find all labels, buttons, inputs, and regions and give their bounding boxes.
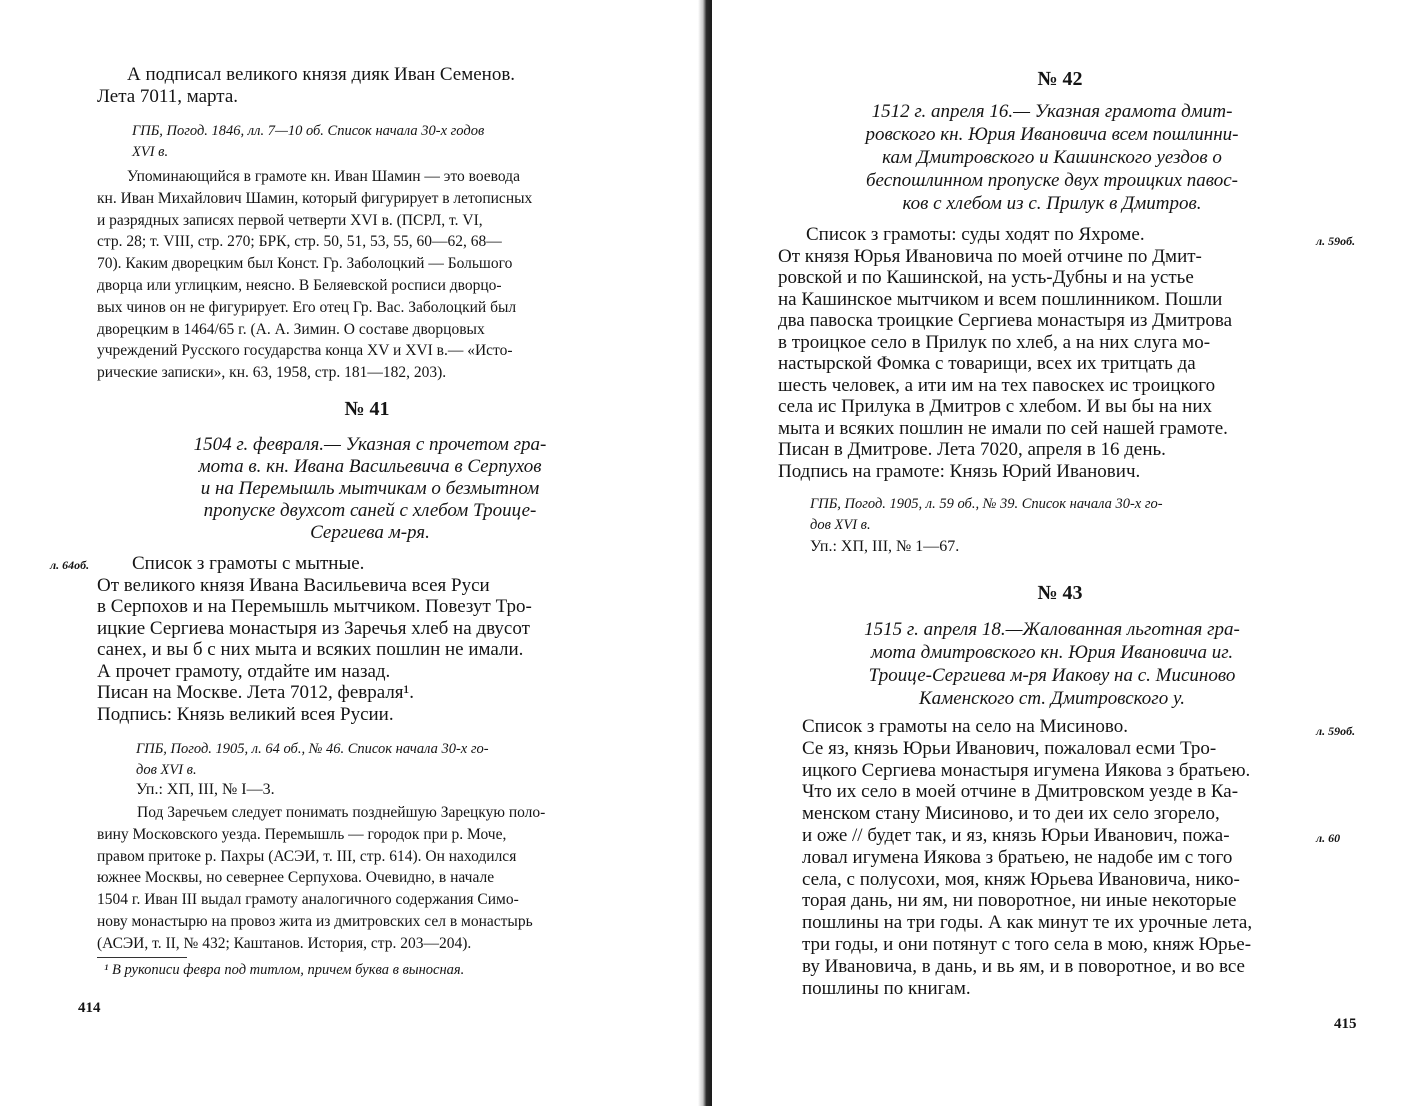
reference-42: Уп.: ХП, III, № 1—67. (810, 538, 960, 555)
right-page (712, 0, 1427, 1106)
document-heading-42: 1512 г. апреля 16.— Указная грамота дмит- ровского кн. Юрия Ивановича всем пошлинни- кам Дмитровского и Кашинского уездов о беспошлинном пропуске двух троицких павос- ков с хлебом из с. Прилук в Дмитров. (865, 101, 1239, 214)
margin-folio-43b: л. 60 (1316, 831, 1341, 845)
margin-folio-41: л. 64об. (50, 558, 90, 572)
page-number-left: 414 (78, 1000, 101, 1016)
document-number-43: № 43 (1037, 582, 1083, 604)
commentary-41: Под Заречьем следует понимать позднейшую Зарецкую поло- вину Московского уезда. Перемышль — городок при р. Моче, правом притоке р. Пахры (АСЭИ, т. III, стр. 614). Он находился южнее Москвы, но севернее Серпухова. Очевидно, в начале 1504 г. Иван III выдал грамоту аналогичного содержания Симо- нову монастырю на провоз жита из дмитровских сел в монастырь (АСЭИ, т. II, № 432; Каштанов. История, стр. 203—204). (97, 804, 546, 952)
document-number-41: № 41 (344, 398, 390, 420)
margin-folio-42: л. 59об. (1316, 234, 1356, 248)
document-text-43: Список з грамоты на село на Мисиново. Се яз, князь Юрьи Иванович, пожаловал есми Тро- ицкого Сергиева монастыря игумена Иякова з братьею. Что их село в моей отчине в Дмитровском уезде в Ка- менском стану Мисиново, и то деи их село згорело, и оже // будет так, и яз, князь Юрьи Иванович, пожа- ловал игумена Иякова з братьею, не надобе им с того села, с полусохи, моя, княж Юрьева Ивановича, нико- торая дань, ни ям, ни поворотное, ни иные некоторые пошлины на три годы. А как минут те их урочные лета, три годы, и они потянут с того села в мою, княж Юрье- ву Ивановича, в дань, и вь ям, и в поворотное, и во все пошлины по книгам. (802, 716, 1253, 999)
source-note-40: ГПБ, Погод. 1846, лл. 7—10 об. Список начала 30-х годов XVI в. (132, 123, 485, 160)
footnote-1: ¹ В рукописи феврa под титлом, причем буква в выносная. (104, 962, 465, 978)
document-number-42: № 42 (1037, 68, 1083, 90)
source-note-41: ГПБ, Погод. 1905, л. 64 об., № 46. Список начала 30-х го- дов XVI в. (136, 741, 489, 778)
document-text-41: Список з грамоты с мытные. От великого князя Ивана Васильевича всея Руси в Серпохов и на Перемышль мытчиком. Повезут Тро- ицкие Сергиева монастыря из Заречья хлеб на двусот санех, и вы б с них мыта и всяких пошлин не имали. А прочет грамоту, отдайте им назад. Писан на Москве. Лета 7012, февраля¹. Подпись: Князь великий всея Русии. (97, 553, 532, 725)
document-heading-43: 1515 г. апреля 18.—Жалованная льготная гра- мота дмитровского кн. Юрия Ивановича иг. Троице-Сергиева м-ря Иакову на с. Мисиново Каменского ст. Дмитровского у. (864, 619, 1240, 709)
left-page (0, 0, 698, 1106)
document-heading-41: 1504 г. февраля.— Указная с прочетом гра- мота в. кн. Ивана Васильевича в Серпухов и на Перемышль мытчикам о безмытном пропуске двухсот саней с хлебом Троице- Сергиева м-ря. (193, 434, 547, 543)
book-gutter (698, 0, 712, 1106)
reference-41: Уп.: ХП, III, № I—3. (136, 781, 275, 798)
footnote-rule (97, 957, 187, 958)
opening-paragraph: А подписал великого князя дияк Иван Семенов. Лета 7011, марта. (97, 64, 516, 107)
source-note-42: ГПБ, Погод. 1905, л. 59 об., № 39. Список начала 30-х го- дов XVI в. (810, 496, 1163, 533)
document-text-42: Список з грамоты: суды ходят по Яхроме. От князя Юрья Ивановича по моей отчине по Дмит- ровской и по Кашинской, на усть-Дубны и на устье на Кашинское мытчиком и всем пошлинником. Пошли два павоска троицкие Сергиева монастыря из Дмитрова в троицкое село в Прилук по хлеб, а на них слуга мо- настырской Фомка с товарищи, всех их тритцать да шесть человек, а ити им на тех павоскех ис троицкого села ис Прилука в Дмитров с хлебом. И вы бы на них мыта и всяких пошлин не имали по сей нашей грамоте. Писан в Дмитрове. Лета 7020, апреля в 16 день. Подпись на грамоте: Князь Юрий Иванович. (778, 224, 1233, 482)
margin-folio-43a: л. 59об. (1316, 724, 1356, 738)
page-number-right: 415 (1334, 1016, 1357, 1032)
commentary-40: Упоминающийся в грамоте кн. Иван Шамин — это воевода кн. Иван Михайлович Шамин, который фигурирует в летописных и разрядных записях первой четверти XVI в. (ПСРЛ, т. VI, стр. 28; т. VIII, стр. 270; БРК, стр. 50, 51, 53, 55, 60—62, 68— 70). Каким дворецким был Конст. Гр. Заболоцкий — Большого дворца или углицким, неясно. В Беляевской росписи дворцо- вых чинов он не фигурирует. Его отец Гр. Вас. Заболоцкий был дворецким в 1464/65 г. (А. А. Зимин. О составе дворцовых учреждений Русского государства конца XV и XVI в.— «Исто- рические записки», кн. 63, 1958, стр. 181—182, 203). (97, 168, 533, 382)
